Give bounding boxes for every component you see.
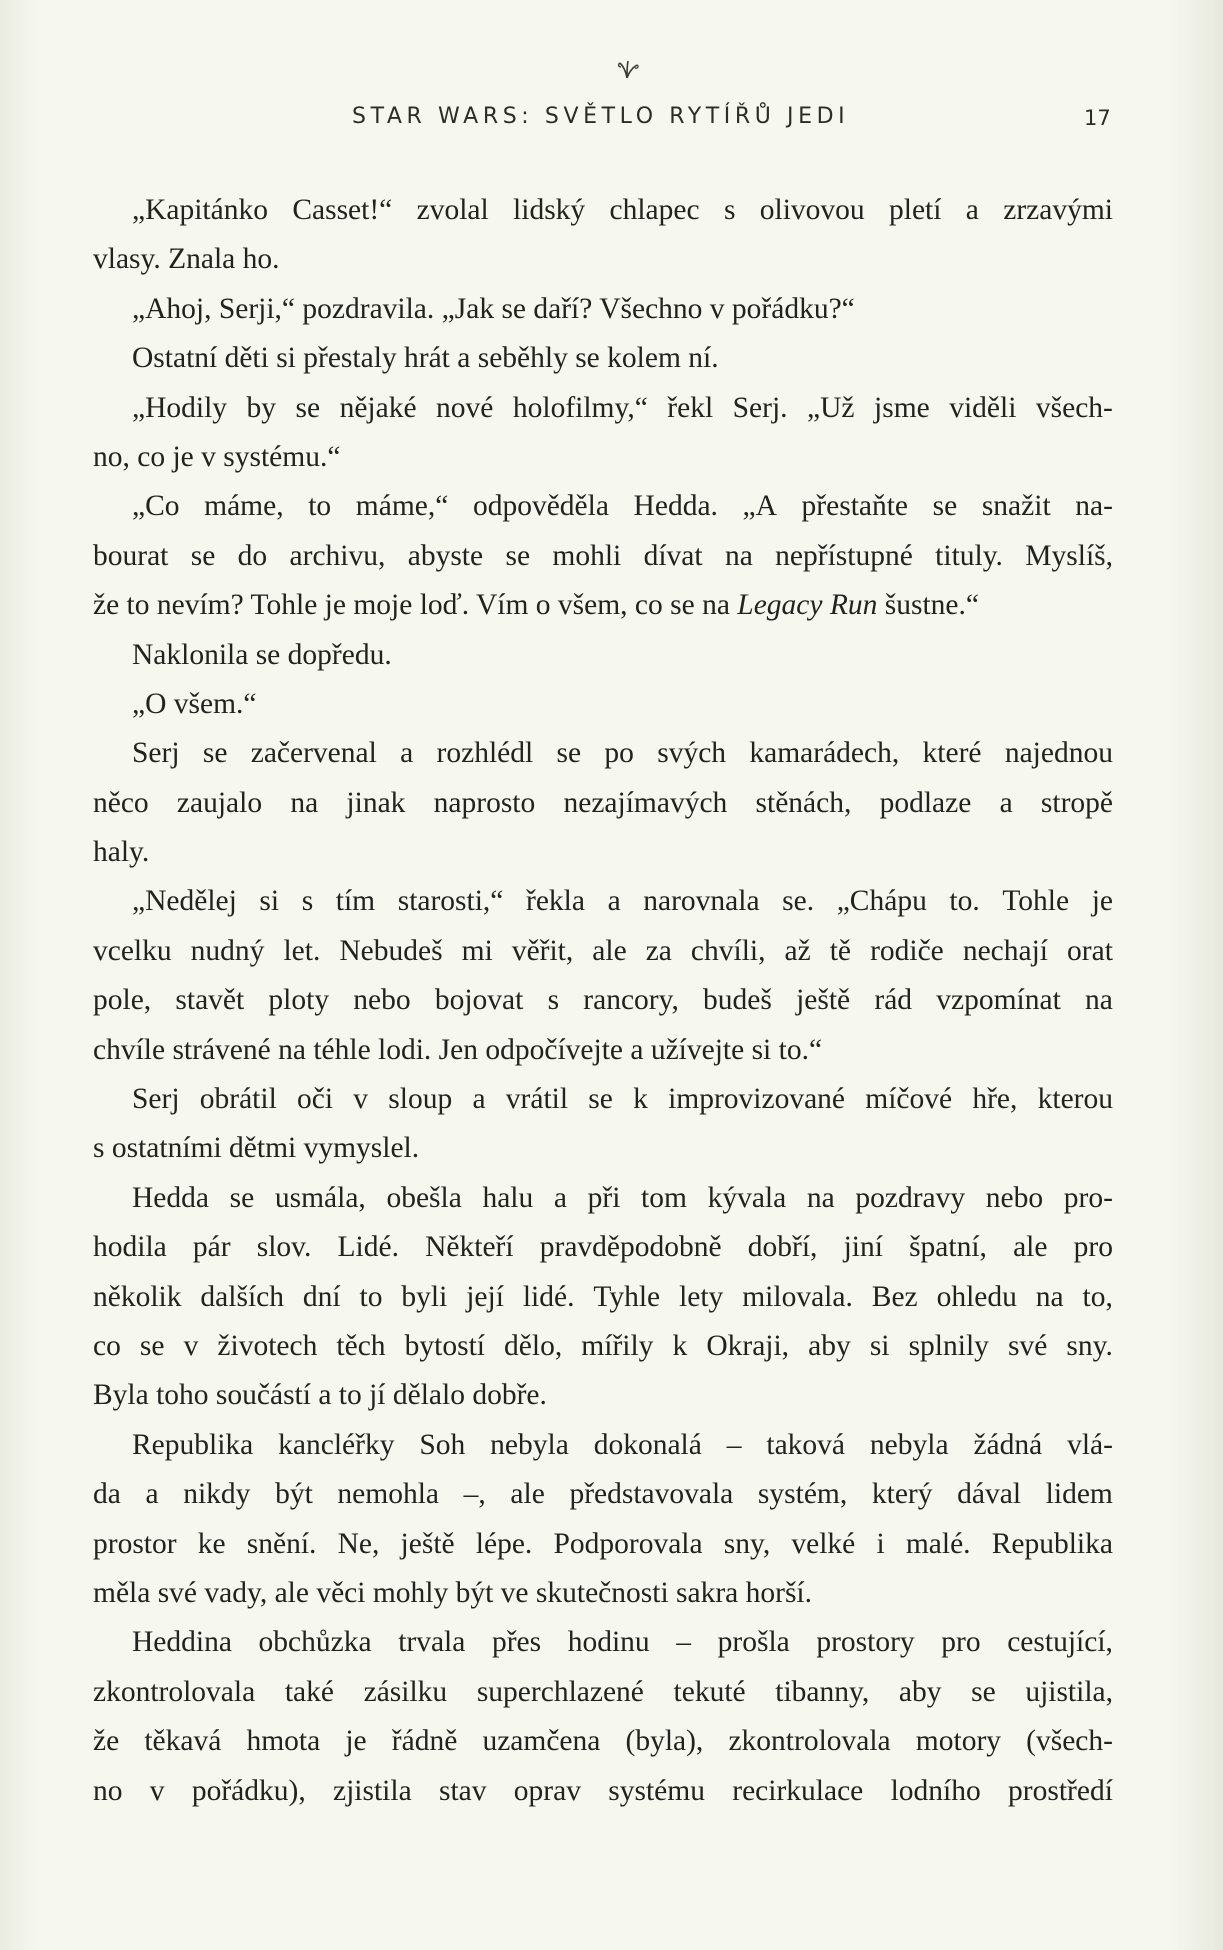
word: usmála, xyxy=(274,1181,366,1214)
word: no xyxy=(93,1774,123,1807)
word: něco xyxy=(93,786,149,819)
word: slov. xyxy=(256,1231,312,1264)
word: holofilmy,“ xyxy=(512,391,648,424)
word: po xyxy=(604,737,634,770)
word: nové xyxy=(436,391,494,424)
word: a xyxy=(999,786,1013,819)
word: lodního xyxy=(890,1774,981,1807)
word: Někteří xyxy=(425,1231,514,1264)
word: pro- xyxy=(1063,1181,1113,1214)
word: dokonalá xyxy=(593,1428,702,1461)
word: v xyxy=(353,1083,369,1116)
word: motory xyxy=(915,1725,1002,1758)
word: tekuté xyxy=(673,1675,746,1708)
word: stropě xyxy=(1040,786,1113,819)
word: pravděpodobně xyxy=(539,1231,722,1264)
word: systému xyxy=(608,1774,705,1807)
word: Casset!“ xyxy=(292,194,393,226)
word: ale xyxy=(1013,1231,1048,1264)
word: let. xyxy=(283,934,321,967)
word: ke xyxy=(197,1527,226,1560)
text-line xyxy=(93,1075,1113,1124)
word: abyste xyxy=(407,539,484,572)
word: „Co xyxy=(132,490,180,523)
word: a xyxy=(145,1478,159,1511)
word: mi xyxy=(461,934,493,967)
word: Republika xyxy=(991,1527,1113,1560)
word: tituly. xyxy=(935,539,1003,572)
word: Serj. xyxy=(732,391,788,424)
text-line xyxy=(93,779,1113,828)
word: chvíli, xyxy=(690,934,766,967)
word: byli xyxy=(401,1280,448,1313)
word: ale xyxy=(592,934,627,967)
text-line xyxy=(93,976,1113,1025)
word: nebyla xyxy=(869,1428,949,1461)
word: systém, xyxy=(757,1478,848,1511)
word: pole, xyxy=(93,984,152,1017)
word: cestující, xyxy=(1007,1626,1113,1659)
word: Soh xyxy=(419,1428,466,1461)
word: se xyxy=(505,539,531,572)
word: a xyxy=(607,885,621,918)
word: vrátil xyxy=(505,1083,569,1116)
word: olivovou xyxy=(759,194,865,226)
word: nebyla xyxy=(490,1428,569,1461)
text-line xyxy=(93,631,1113,680)
word: dělo, xyxy=(504,1329,563,1362)
word: to xyxy=(308,490,332,523)
word: řádně xyxy=(391,1725,458,1758)
word: odpověděla xyxy=(472,490,609,523)
word: k xyxy=(633,1083,648,1116)
text-line xyxy=(93,729,1113,778)
word: Bez xyxy=(871,1280,918,1313)
word: hodila xyxy=(93,1231,167,1264)
line-text: měla své vady, ale věci mohly být ve skutečnosti sakra horší. xyxy=(93,1576,813,1609)
word: zaujalo xyxy=(176,786,263,819)
word: kamarádech, xyxy=(749,737,900,770)
word: životech xyxy=(217,1329,318,1362)
line-text: Ostatní děti si přestaly hrát a seběhly se kolem ní. xyxy=(132,342,719,375)
word: aby xyxy=(808,1329,851,1362)
word: na xyxy=(1035,1280,1064,1313)
word: nemohla xyxy=(337,1478,439,1511)
word: snažit xyxy=(981,490,1051,523)
word: oči xyxy=(297,1083,334,1116)
word: ujistila, xyxy=(1025,1675,1113,1708)
word: zrzavými xyxy=(1003,194,1113,226)
word: hodinu xyxy=(567,1626,650,1659)
text-line xyxy=(93,235,1113,284)
word: a xyxy=(472,1083,486,1116)
word: rozhlédl xyxy=(436,737,534,770)
word: na xyxy=(1085,984,1113,1017)
word: špatní, xyxy=(909,1231,987,1264)
word: –, xyxy=(463,1478,486,1511)
word: pro xyxy=(941,1626,981,1659)
word: se xyxy=(588,1083,613,1116)
word: lépe. xyxy=(475,1527,533,1560)
text-line xyxy=(93,1273,1113,1322)
word: co xyxy=(93,1329,121,1362)
word: pozdravy xyxy=(855,1181,966,1214)
word: být xyxy=(275,1478,313,1511)
word: Myslíš, xyxy=(1025,539,1113,572)
word: nikdy xyxy=(183,1478,251,1511)
word: improvizované xyxy=(668,1083,846,1116)
word: začervenal xyxy=(250,737,377,770)
word: starosti,“ xyxy=(397,885,504,918)
text-line xyxy=(93,186,1113,235)
word: kývala xyxy=(707,1181,787,1214)
word: tě xyxy=(829,934,852,967)
word: je xyxy=(1091,885,1113,918)
word: obrátil xyxy=(199,1083,277,1116)
word: pletí xyxy=(889,194,942,226)
line-text: že to nevím? Tohle je moje loď. Vím o všem, co se na xyxy=(93,589,730,622)
word: Podporovala xyxy=(553,1527,703,1560)
word: kterou xyxy=(1037,1083,1113,1116)
word: Heddina xyxy=(132,1626,232,1659)
word: (všech- xyxy=(1026,1725,1113,1758)
word: se xyxy=(295,391,321,424)
word: rodiče xyxy=(870,934,944,967)
word: na- xyxy=(1075,490,1113,523)
text-line xyxy=(93,877,1113,926)
word: zásilku xyxy=(363,1675,448,1708)
word: bytostí xyxy=(404,1329,485,1362)
word: bourat xyxy=(93,539,169,572)
word: „Kapitánko xyxy=(132,194,268,226)
word: k xyxy=(672,1329,688,1362)
word: těkavá xyxy=(144,1725,222,1758)
text-line xyxy=(93,1322,1113,1371)
word: lidem xyxy=(1045,1478,1113,1511)
text-line xyxy=(93,680,1113,729)
word: se xyxy=(971,1675,996,1708)
word: Serj xyxy=(132,1083,180,1116)
word: tím xyxy=(335,885,376,918)
word: těch xyxy=(336,1329,386,1362)
word: na xyxy=(724,539,753,572)
word: své xyxy=(1007,1329,1048,1362)
word: obešla xyxy=(386,1181,462,1214)
word: „Už xyxy=(807,391,855,424)
text-line xyxy=(93,1174,1113,1223)
word: prostory xyxy=(816,1626,915,1659)
word: sny, xyxy=(723,1527,771,1560)
word: oprav xyxy=(513,1774,581,1807)
word: dobří, xyxy=(747,1231,818,1264)
word: taková xyxy=(766,1428,846,1461)
word: na xyxy=(290,786,319,819)
running-title: STAR WARS: SVĚTLO RYTÍŘŮ JEDI xyxy=(352,104,850,129)
word: svých xyxy=(657,737,727,770)
word: ohledu xyxy=(936,1280,1017,1313)
word: sny. xyxy=(1066,1329,1113,1362)
word: Lidé. xyxy=(337,1231,399,1264)
word: nepřístupné xyxy=(775,539,913,572)
word: jiní xyxy=(843,1231,883,1264)
word: Nebudeš xyxy=(339,934,443,967)
line-text: haly. xyxy=(93,836,150,869)
word: da xyxy=(93,1478,121,1511)
word: – xyxy=(726,1428,742,1461)
word: zkontrolovala xyxy=(93,1675,256,1708)
word: dívat xyxy=(643,539,703,572)
text-line xyxy=(93,384,1113,433)
word: ještě xyxy=(400,1527,455,1560)
word: „Hodily xyxy=(132,391,228,424)
word: milovala. xyxy=(742,1280,853,1313)
line-text: s ostatními dětmi vymyslel. xyxy=(93,1132,420,1165)
text-line xyxy=(93,532,1113,581)
word: „A xyxy=(742,490,777,523)
word: si xyxy=(259,885,280,918)
word: nebo xyxy=(985,1181,1044,1214)
word: se xyxy=(556,737,582,770)
word: nezajímavých xyxy=(563,786,728,819)
text-line xyxy=(93,433,1113,482)
text-line xyxy=(93,1124,1113,1173)
word: zkontrolovala xyxy=(728,1725,891,1758)
text-line xyxy=(93,1223,1113,1272)
word: to. xyxy=(949,885,980,918)
word: vzpomínat xyxy=(936,984,1061,1017)
word: zjistila xyxy=(333,1774,412,1807)
word: se. xyxy=(782,885,815,918)
word: v xyxy=(183,1329,199,1362)
text-line xyxy=(93,1371,1113,1420)
word: pro xyxy=(1073,1231,1113,1264)
word: lety xyxy=(679,1280,724,1313)
word: podlaze xyxy=(879,786,972,819)
line-text: Naklonila se dopředu. xyxy=(132,638,392,671)
line-text: chvíle strávené na téhle lodi. Jen odpočívejte a užívejte si to.“ xyxy=(93,1033,823,1066)
word: které xyxy=(922,737,982,770)
word: řekla xyxy=(526,885,585,918)
word: vlá- xyxy=(1067,1428,1113,1461)
word: prošla xyxy=(717,1626,790,1659)
text-line xyxy=(93,1618,1113,1667)
word: nechají xyxy=(962,934,1048,967)
word: pár xyxy=(192,1231,231,1264)
word: hře, xyxy=(972,1083,1018,1116)
line-text: Byla toho součástí a to jí dělalo dobře. xyxy=(93,1379,547,1412)
word: Okraji, xyxy=(706,1329,790,1362)
word: halu xyxy=(482,1181,534,1214)
word: superchlazené xyxy=(476,1675,644,1708)
word: se xyxy=(229,1181,255,1214)
word: Serj xyxy=(132,737,180,770)
word: až xyxy=(784,934,811,967)
word: a xyxy=(553,1181,567,1214)
text-line xyxy=(93,1767,1113,1816)
page-number: 17 xyxy=(1084,106,1111,130)
word: bojovat xyxy=(434,984,524,1017)
word: vcelku xyxy=(93,934,172,967)
word: a xyxy=(400,737,414,770)
word: je xyxy=(345,1725,367,1758)
word: nudný xyxy=(190,934,265,967)
text-line xyxy=(93,1569,1113,1618)
word: tom xyxy=(641,1181,687,1214)
word: si xyxy=(869,1329,890,1362)
word: by xyxy=(246,391,277,424)
word: žádná xyxy=(973,1428,1043,1461)
word: aby xyxy=(898,1675,942,1708)
word: jinak xyxy=(346,786,406,819)
text-line xyxy=(93,581,1113,630)
word: najednou xyxy=(1004,737,1113,770)
text-line xyxy=(93,285,1113,334)
word: stavět xyxy=(175,984,245,1017)
word: narovnala xyxy=(643,885,760,918)
word: stav xyxy=(438,1774,487,1807)
fleuron-icon xyxy=(612,58,642,80)
word: Ne, xyxy=(337,1527,380,1560)
word: jsme xyxy=(874,391,930,424)
word: dní xyxy=(302,1280,341,1313)
word: mohli xyxy=(552,539,622,572)
word: její xyxy=(466,1280,504,1313)
word: míčové xyxy=(865,1083,953,1116)
word: ale xyxy=(510,1478,545,1511)
line-text: „O všem.“ xyxy=(132,687,257,720)
word: malé. xyxy=(905,1527,971,1560)
word: recirkulace xyxy=(732,1774,864,1807)
line-text: šustne.“ xyxy=(884,589,979,622)
word: prostor xyxy=(93,1527,177,1560)
word: dával xyxy=(957,1478,1022,1511)
word: naprosto xyxy=(433,786,536,819)
word: splnily xyxy=(908,1329,989,1362)
word: nějaké xyxy=(339,391,417,424)
line-text: vlasy. Znala ho. xyxy=(93,243,280,276)
word: Republika xyxy=(132,1428,254,1461)
word: věřit, xyxy=(511,934,574,967)
word: řekl xyxy=(667,391,714,424)
text-line xyxy=(93,1668,1113,1717)
word: který xyxy=(871,1478,933,1511)
word: na xyxy=(806,1181,835,1214)
word: v xyxy=(149,1774,165,1807)
word: chlapec xyxy=(609,194,700,226)
word: snění. xyxy=(246,1527,317,1560)
word: – xyxy=(676,1626,692,1659)
word: s xyxy=(547,984,560,1017)
word: zvolal xyxy=(416,194,489,226)
word: rancory, xyxy=(583,984,679,1017)
word: i xyxy=(876,1527,885,1560)
word: a xyxy=(965,194,979,226)
word: to, xyxy=(1082,1280,1113,1313)
word: máme, xyxy=(204,490,284,523)
word: uzamčena xyxy=(482,1725,601,1758)
word: archivu, xyxy=(289,539,386,572)
word: také xyxy=(284,1675,334,1708)
word: „Nedělej xyxy=(132,885,237,918)
word: Hedda. xyxy=(633,490,718,523)
word: se xyxy=(932,490,958,523)
word: všech- xyxy=(1035,391,1113,424)
word: orat xyxy=(1067,934,1113,967)
text-line xyxy=(93,1520,1113,1569)
word: to xyxy=(359,1280,383,1313)
word: ploty xyxy=(268,984,330,1017)
word: několik xyxy=(93,1280,182,1313)
word: (byla), xyxy=(625,1725,704,1758)
ship-name: Legacy Run xyxy=(737,589,878,622)
word: prostředí xyxy=(1008,1774,1113,1807)
word: Tohle xyxy=(1002,885,1070,918)
word: mířily xyxy=(581,1329,654,1362)
word: tibanny, xyxy=(775,1675,870,1708)
word: za xyxy=(645,934,672,967)
body-text xyxy=(93,186,1113,1816)
word: se xyxy=(202,737,228,770)
text-line xyxy=(93,482,1113,531)
word: přes xyxy=(491,1626,542,1659)
word: představovala xyxy=(569,1478,734,1511)
word: se xyxy=(139,1329,165,1362)
word: dalších xyxy=(200,1280,284,1313)
word: kancléřky xyxy=(278,1428,395,1461)
word: nebo xyxy=(353,984,411,1017)
word: trvala xyxy=(398,1626,466,1659)
text-line xyxy=(93,1421,1113,1470)
word: rád xyxy=(874,984,913,1017)
text-line xyxy=(93,334,1113,383)
word: se xyxy=(190,539,216,572)
word: při xyxy=(587,1181,621,1214)
word: do xyxy=(237,539,268,572)
word: velké xyxy=(791,1527,856,1560)
word: Tyhle xyxy=(593,1280,661,1313)
text-line xyxy=(93,828,1113,877)
word: budeš xyxy=(703,984,772,1017)
word: „Chápu xyxy=(836,885,927,918)
word: stěnách, xyxy=(755,786,852,819)
text-line xyxy=(93,1026,1113,1075)
text-line xyxy=(93,1717,1113,1766)
word: přestaňte xyxy=(801,490,909,523)
line-text: „Ahoj, Serji,“ pozdravila. „Jak se daří? Všechno v pořádku?“ xyxy=(132,292,855,325)
word: pořádku), xyxy=(191,1774,306,1807)
word: máme,“ xyxy=(355,490,449,523)
word: s xyxy=(301,885,314,918)
text-line xyxy=(93,927,1113,976)
word: sloup xyxy=(388,1083,453,1116)
word: ještě xyxy=(796,984,851,1017)
word: hmota xyxy=(246,1725,321,1758)
word: lidé. xyxy=(522,1280,575,1313)
word: že xyxy=(93,1725,120,1758)
line-text: no, co je v systému.“ xyxy=(93,440,341,473)
word: obchůzka xyxy=(258,1626,372,1659)
word: viděli xyxy=(949,391,1017,424)
word: s xyxy=(723,194,736,226)
word: Hedda xyxy=(132,1181,209,1214)
text-line xyxy=(93,1470,1113,1519)
word: lidský xyxy=(513,194,586,226)
